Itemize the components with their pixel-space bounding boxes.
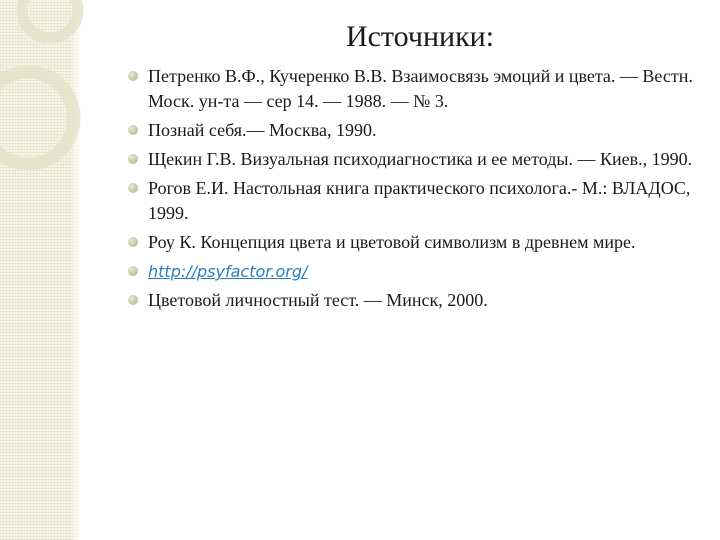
sources-list	[128, 64, 708, 317]
bullet-icon	[128, 295, 138, 305]
source-item	[128, 230, 708, 255]
source-item	[128, 176, 708, 226]
source-item	[128, 64, 708, 114]
bullet-icon	[128, 237, 138, 247]
slide-title: Источники:	[345, 20, 495, 53]
bullet-icon	[128, 154, 138, 164]
bullet-icon	[128, 71, 138, 81]
source-item	[128, 118, 708, 143]
source-item	[128, 259, 708, 284]
source-text: Петренко В.Ф., Кучеренко В.В. Взаимосвязь эмоций и цвета. — Вестн. Моск. ун-та — сер 14. — 1988. — № 3.	[148, 66, 693, 111]
source-item	[128, 147, 708, 172]
bullet-icon	[128, 266, 138, 276]
source-text: Познай себя.— Москва, 1990.	[148, 120, 377, 140]
source-link[interactable]: http://psyfactor.org/	[148, 262, 308, 281]
bullet-icon	[128, 183, 138, 193]
source-text: Щекин Г.В. Визуальная психодиагностика и ее методы. — Киев., 1990.	[148, 149, 693, 169]
source-item	[128, 288, 708, 313]
bullet-icon	[128, 125, 138, 135]
source-text: Рогов Е.И. Настольная книга практического психолога.- М.: ВЛАДОС, 1999.	[148, 178, 691, 223]
source-text: Цветовой личностный тест. — Минск, 2000.	[148, 290, 488, 310]
ring-large	[0, 72, 74, 164]
source-text: Роу К. Концепция цвета и цветовой символизм в древнем мире.	[148, 232, 636, 252]
